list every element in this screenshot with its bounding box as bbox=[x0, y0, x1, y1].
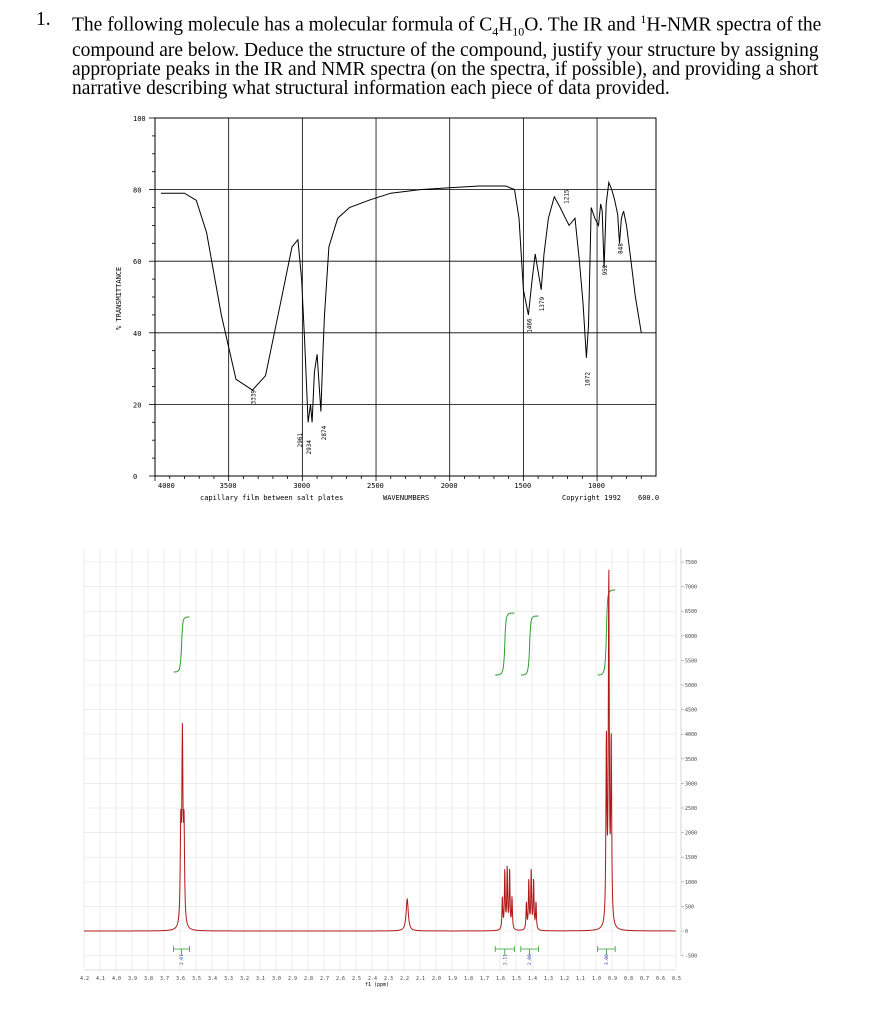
nmr-ytick: 3000 bbox=[685, 781, 698, 788]
nmr-xtick: 1.9 bbox=[448, 976, 458, 982]
nmr-xtick: 3.1 bbox=[256, 976, 266, 982]
nmr-ytick: 2000 bbox=[685, 830, 698, 837]
nmr-xtick: 1.4 bbox=[528, 976, 538, 982]
ir-ylabel: % TRANSMITTANCE bbox=[115, 266, 123, 330]
nmr-xlabel: f1 (ppm) bbox=[365, 982, 390, 988]
ir-peak-label: 1466 bbox=[526, 318, 534, 333]
nmr-ytick: 4500 bbox=[685, 707, 698, 714]
ir-peak-label: 1215 bbox=[563, 189, 571, 204]
ir-peak-label: 952 bbox=[602, 264, 610, 276]
ir-ytick: 40 bbox=[133, 329, 142, 338]
ir-xtick: 1000 bbox=[588, 482, 605, 490]
ir-footer-end: 600.0 bbox=[638, 494, 660, 502]
question-number: 1. bbox=[36, 9, 51, 30]
nmr-xtick: 1.2 bbox=[560, 976, 570, 982]
ir-peak-label: 3339 bbox=[250, 389, 258, 405]
nmr-xtick: 0.7 bbox=[640, 976, 650, 982]
nmr-xtick: 1.3 bbox=[544, 976, 554, 982]
ir-peak-label: 1072 bbox=[584, 372, 592, 387]
nmr-xtick: 4.0 bbox=[112, 976, 122, 982]
nmr-xtick: 3.2 bbox=[240, 976, 250, 982]
ir-peak-label: 2961 bbox=[297, 432, 305, 448]
nmr-xtick: 1.5 bbox=[512, 976, 522, 982]
nmr-trace bbox=[84, 570, 676, 931]
ir-xtick: 4000 bbox=[158, 482, 175, 490]
nmr-integral-label: 2.11 bbox=[503, 954, 509, 965]
nmr-xtick: 2.8 bbox=[304, 976, 314, 982]
ir-footer-center: WAVENUMBERS bbox=[383, 494, 430, 502]
ir-ytick: 80 bbox=[133, 186, 142, 195]
nmr-integral-bracket bbox=[598, 946, 616, 955]
nmr-xtick: 3.7 bbox=[160, 976, 170, 982]
ir-ytick: 20 bbox=[133, 401, 142, 410]
nmr-xtick: 2.5 bbox=[352, 976, 362, 982]
nmr-ytick: 0 bbox=[685, 929, 689, 935]
ir-footer-right: Copyright 1992 bbox=[562, 494, 622, 502]
nmr-xtick: 2.6 bbox=[336, 976, 346, 982]
nmr-xtick: 1.7 bbox=[480, 976, 490, 982]
nmr-xtick: 4.1 bbox=[96, 976, 106, 982]
nmr-xtick: 2.4 bbox=[368, 976, 378, 982]
nmr-xtick: 2.9 bbox=[288, 976, 298, 982]
nmr-ytick: 6500 bbox=[685, 609, 698, 616]
nmr-ytick: 500 bbox=[685, 904, 695, 911]
nmr-xtick: 2.7 bbox=[320, 976, 330, 982]
nmr-xtick: 2.0 bbox=[432, 976, 442, 982]
nmr-xtick: 3.3 bbox=[224, 976, 234, 982]
ir-footer-left: capillary film between salt plates bbox=[200, 494, 344, 502]
ir-peak-label: 1379 bbox=[539, 296, 547, 312]
nmr-ytick: 7500 bbox=[685, 560, 698, 566]
ir-xtick: 2000 bbox=[440, 482, 458, 490]
nmr-xtick: 3.9 bbox=[128, 976, 138, 982]
nmr-xtick: 0.8 bbox=[624, 976, 634, 982]
nmr-integral-curves bbox=[174, 590, 616, 675]
nmr-integral-bracket bbox=[495, 946, 514, 955]
ir-ytick: 0 bbox=[133, 473, 138, 481]
ir-xtick: 2500 bbox=[367, 482, 384, 490]
nmr-ytick: 1500 bbox=[685, 855, 698, 862]
ir-ytick: 100 bbox=[133, 115, 146, 123]
nmr-xtick: 1.0 bbox=[592, 976, 602, 982]
nmr-xtick: 2.2 bbox=[400, 976, 410, 982]
nmr-integral-bracket bbox=[174, 946, 190, 955]
nmr-xtick: 1.8 bbox=[464, 976, 474, 982]
ir-peak-label: 848 bbox=[617, 243, 625, 254]
nmr-ytick: 1000 bbox=[685, 879, 698, 886]
nmr-integral-label: 3.00 bbox=[604, 954, 610, 965]
nmr-ytick: 4000 bbox=[685, 732, 698, 739]
nmr-xtick: 2.3 bbox=[384, 976, 394, 982]
nmr-xtick: 2.1 bbox=[416, 976, 426, 982]
nmr-ytick: 6000 bbox=[685, 633, 698, 640]
nmr-xtick: 1.6 bbox=[496, 976, 506, 982]
ir-xtick: 3000 bbox=[293, 482, 311, 490]
nmr-xtick: 3.0 bbox=[272, 976, 282, 982]
nmr-ytick: -500 bbox=[685, 953, 698, 960]
nmr-xtick: 0.9 bbox=[608, 976, 618, 982]
nmr-xtick: 3.4 bbox=[208, 976, 218, 982]
nmr-ytick: 5000 bbox=[685, 683, 698, 689]
nmr-ytick: 2500 bbox=[685, 806, 698, 812]
nmr-grid bbox=[80, 548, 697, 982]
nmr-integral-label: 2.01 bbox=[180, 954, 186, 965]
ir-xtick: 3500 bbox=[219, 482, 237, 490]
nmr-ytick: 3500 bbox=[685, 756, 698, 763]
nmr-xtick: 3.8 bbox=[144, 976, 154, 982]
ir-peak-label: 2874 bbox=[320, 425, 328, 441]
ir-peak-label: 2934 bbox=[306, 440, 314, 455]
ir-xtick: 1500 bbox=[514, 482, 532, 490]
nmr-xtick: 3.6 bbox=[176, 976, 186, 982]
nmr-xtick: 0.5 bbox=[672, 976, 682, 982]
nmr-integral-label: 2.00 bbox=[528, 954, 534, 965]
nmr-xtick: 4.2 bbox=[80, 976, 90, 982]
nmr-xtick: 0.6 bbox=[656, 976, 666, 982]
ir-ytick: 60 bbox=[133, 258, 142, 267]
nmr-ytick: 7000 bbox=[685, 584, 698, 591]
question-text: The following molecule has a molecular formula of $C_4H_{10}O$. The IR and $^1$H-NMR spectra of the compound are below. Deduce the structure of the compound, justify your structure by assigning appropriate peaks in the IR and NMR spectra (on the spectra, if possible), and providing a short narrative describing what structural information each piece of data provided. bbox=[72, 12, 822, 100]
nmr-ytick: 5500 bbox=[685, 658, 698, 665]
nmr-xtick: 3.5 bbox=[192, 976, 202, 982]
nmr-xtick: 1.1 bbox=[576, 976, 586, 982]
nmr-integral-bracket bbox=[521, 946, 539, 955]
